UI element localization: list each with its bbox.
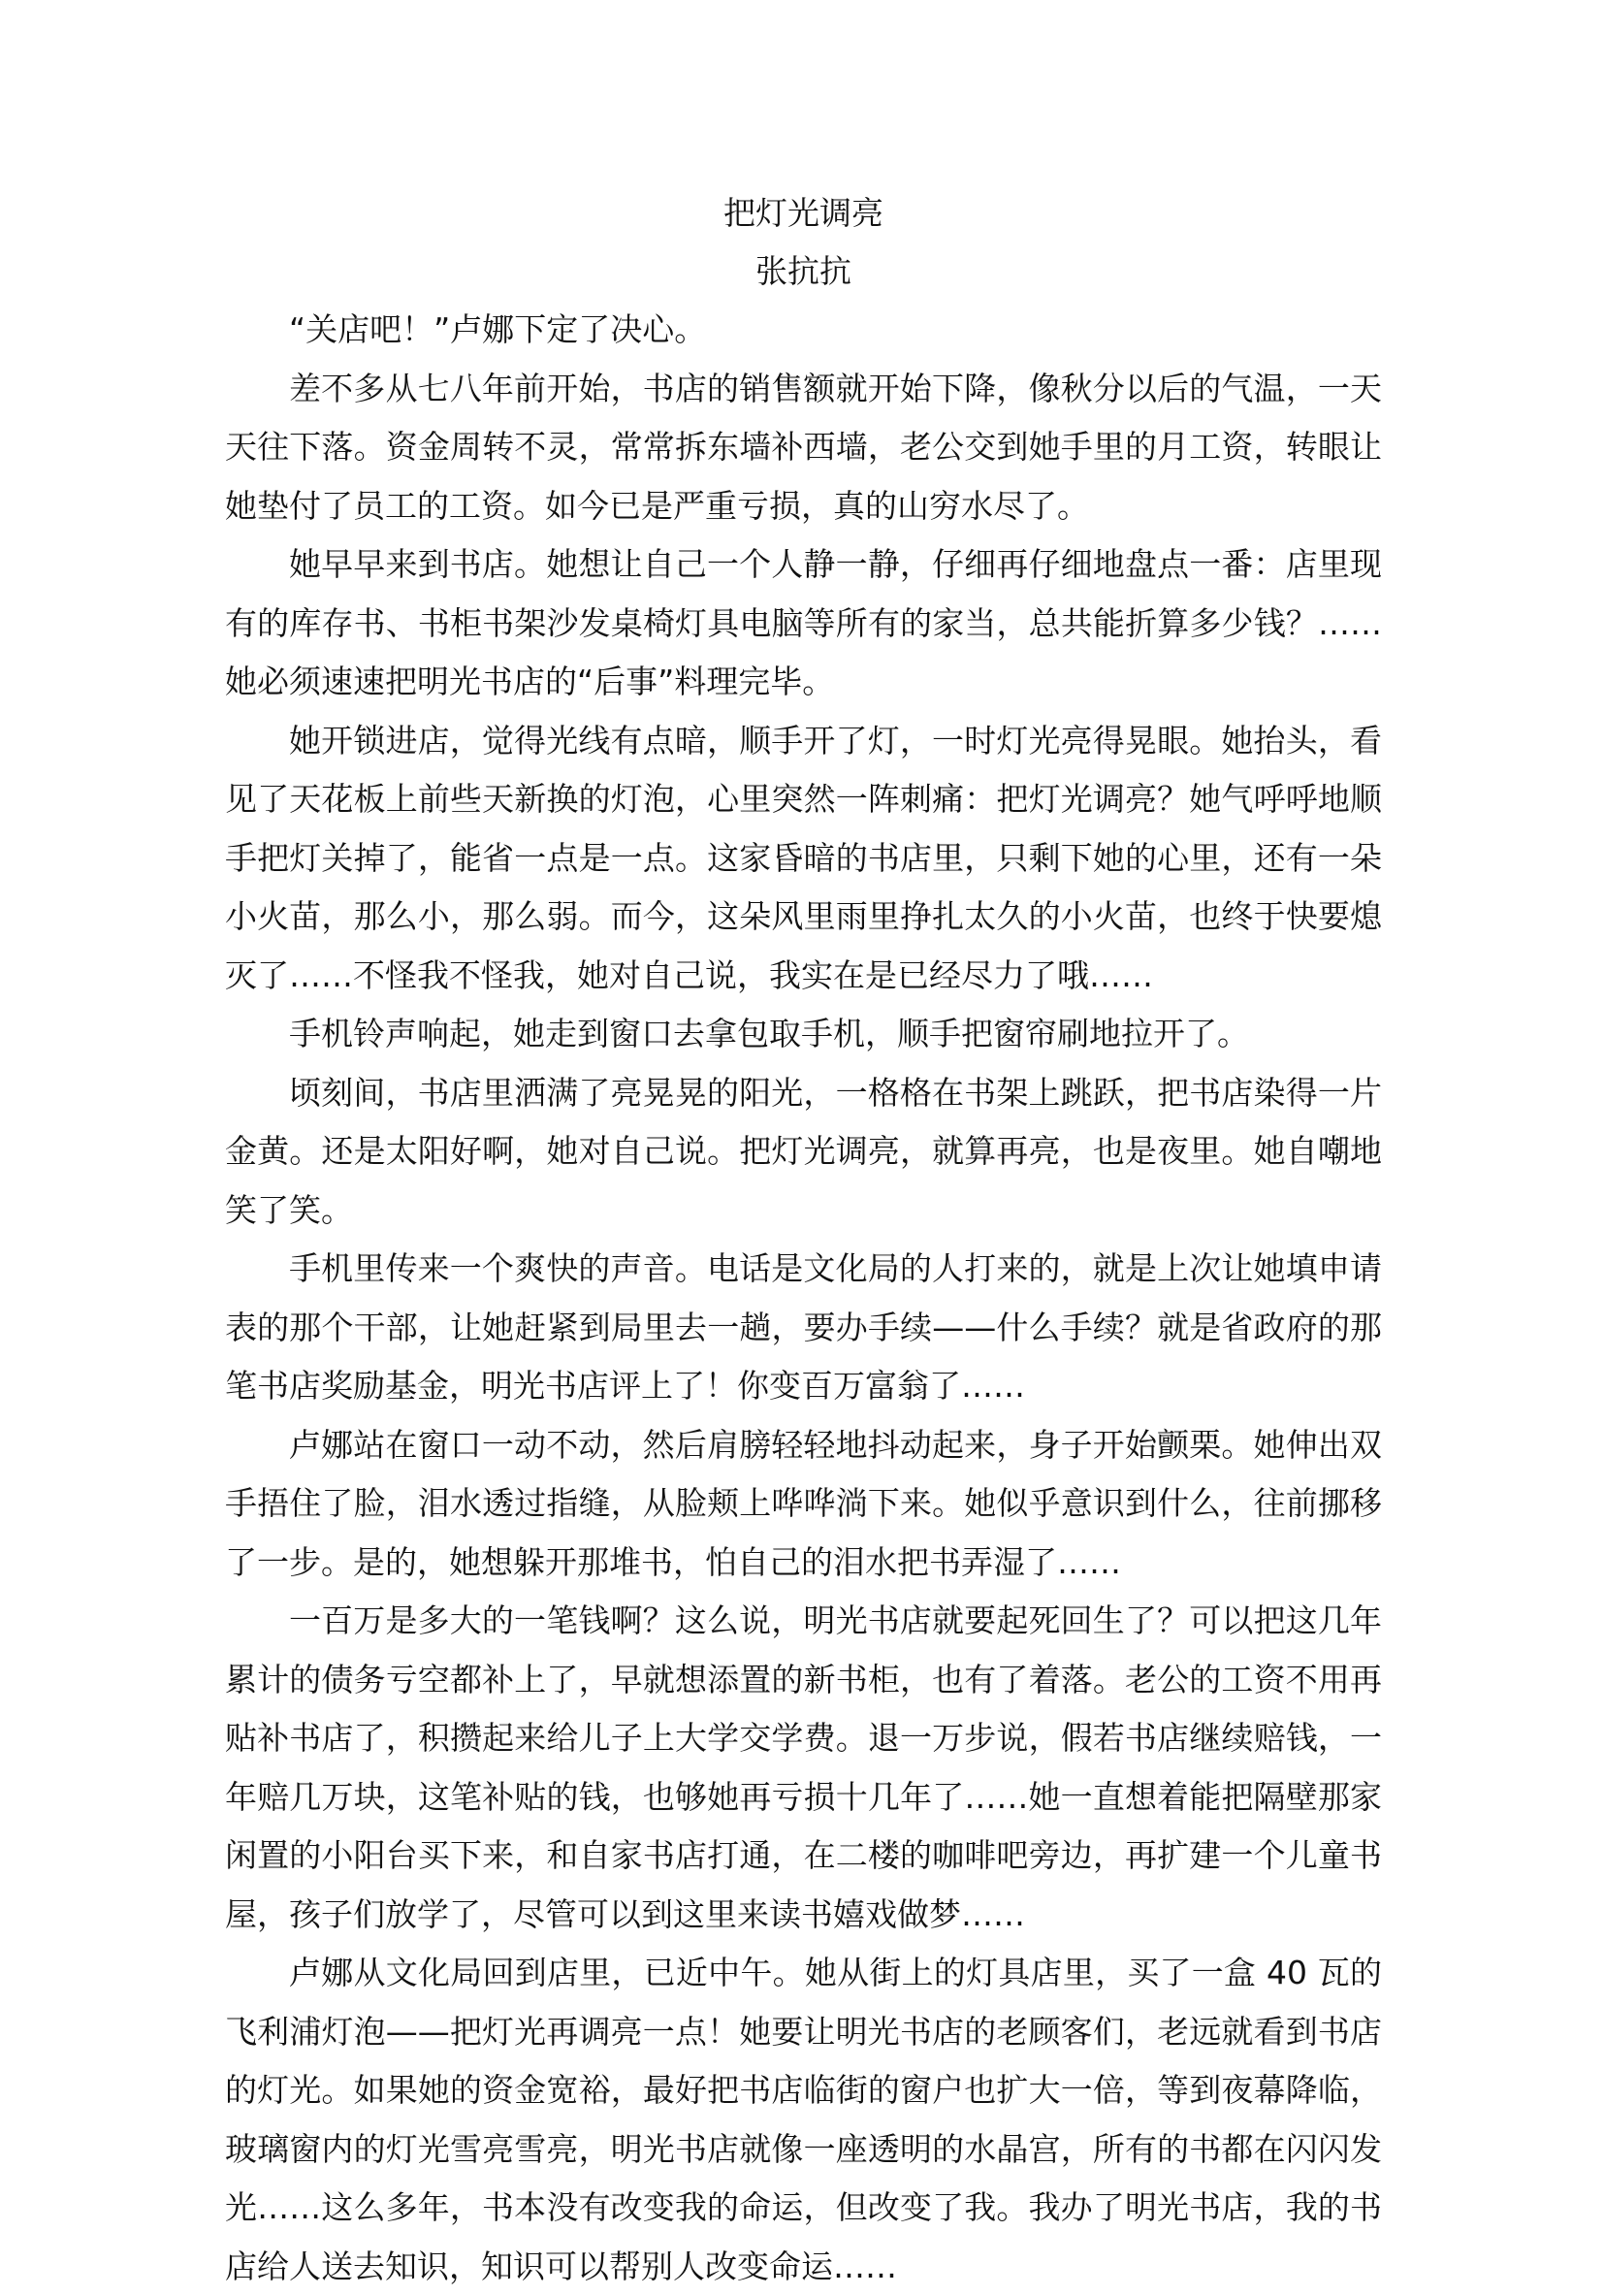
paragraph: 卢娜从文化局回到店里，已近中午。她从街上的灯具店里，买了一盒 40 瓦的飞利浦灯泡——把灯光再调亮一点！她要让明光书店的老顾客们，老远就看到书店的灯光。如果她的资金宽裕，最好把书店临街的窗户也扩大一倍，等到夜幕降临，玻璃窗内的灯光雪亮雪亮，明光书店就像一座透明的水晶宫，所有的书都在闪闪发光……这么多年，书本没有改变我的命运，但改变了我。我办了明光书店，我的书店给人送去知识，知识可以帮别人改变命运…… [225,1954,1382,2285]
paragraph: 顷刻间，书店里洒满了亮晃晃的阳光，一格格在书架上跳跃，把书店染得一片金黄。还是太阳好啊，她对自己说。把灯光调亮，就算再亮，也是夜里。她自嘲地笑了笑。 [225,1073,1382,1229]
paragraph: 卢娜站在窗口一动不动，然后肩膀轻轻地抖动起来，身子开始颤栗。她伸出双手捂住了脸，泪水透过指缝，从脸颊上哗哗淌下来。她似乎意识到什么，往前挪移了一步。是的，她想躲开那堆书，怕自己的泪水把书弄湿了…… [225,1425,1382,1581]
article-title: 把灯光调亮 [723,194,883,232]
paragraph: “关店吧！”卢娜下定了决心。 [289,310,707,348]
paragraph: 差不多从七八年前开始，书店的销售额就开始下降，像秋分以后的气温，一天天往下落。资金周转不灵，常常拆东墙补西墙，老公交到她手里的月工资，转眼让她垫付了员工的工资。如今已是严重亏损，真的山穷水尽了。 [225,369,1382,525]
paragraph: 她开锁进店，觉得光线有点暗，顺手开了灯，一时灯光亮得晃眼。她抬头，看见了天花板上前些天新换的灯泡，心里突然一阵刺痛：把灯光调亮？她气呼呼地顺手把灯关掉了，能省一点是一点。这家昏暗的书店里，只剩下她的心里，还有一朵小火苗，那么小，那么弱。而今，这朵风里雨里挣扎太久的小火苗，也终于快要熄灭了……不怪我不怪我，她对自己说，我实在是已经尽力了哦…… [225,721,1382,994]
paragraph: 手机里传来一个爽快的声音。电话是文化局的人打来的，就是上次让她填申请表的那个干部，让她赶紧到局里去一趟，要办手续——什么手续？就是省政府的那笔书店奖励基金，明光书店评上了！你变百万富翁了…… [225,1249,1382,1405]
paragraph: 一百万是多大的一笔钱啊？这么说，明光书店就要起死回生了？可以把这几年累计的债务亏空都补上了，早就想添置的新书柜，也有了着落。老公的工资不用再贴补书店了，积攒起来给儿子上大学交学费。退一万步说，假若书店继续赔钱，一年赔几万块，这笔补贴的钱，也够她再亏损十几年了……她一直想着能把隔壁那家闲置的小阳台买下来，和自家书店打通，在二楼的咖啡吧旁边，再扩建一个儿童书屋，孩子们放学了，尽管可以到这里来读书嬉戏做梦…… [225,1601,1382,1933]
article-author: 张抗抗 [755,252,851,290]
article-body [225,184,1382,2296]
paragraph: 她早早来到书店。她想让自己一个人静一静，仔细再仔细地盘点一番：店里现有的库存书、书柜书架沙发桌椅灯具电脑等所有的家当，总共能折算多少钱？……她必须速速把明光书店的“后事”料理完毕。 [225,545,1382,700]
paragraph: 手机铃声响起，她走到窗口去拿包取手机，顺手把窗帘刷地拉开了。 [289,1015,1249,1052]
